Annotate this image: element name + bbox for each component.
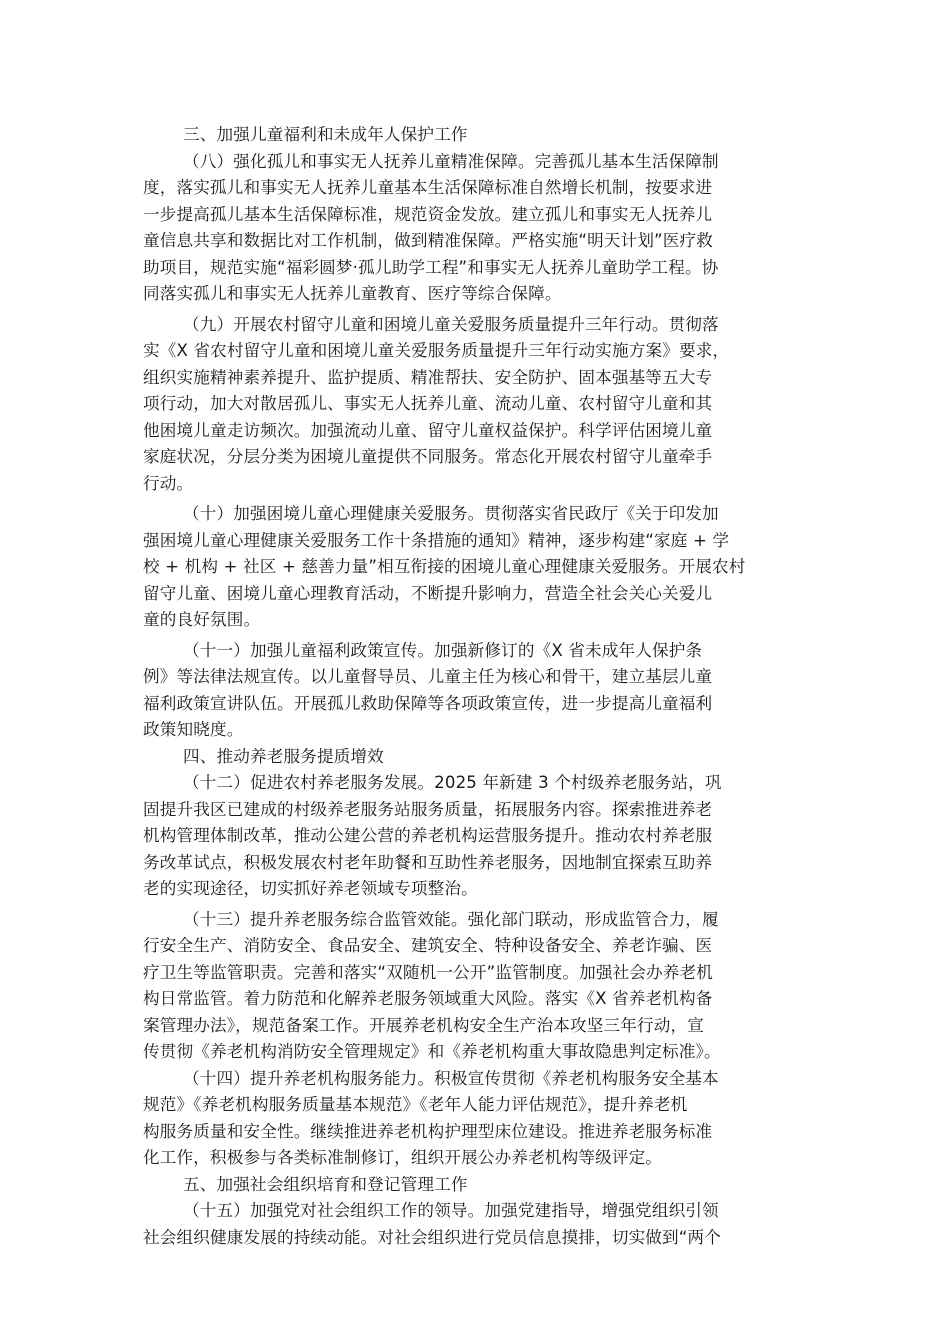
text-line: 行安全生产、消防安全、食品安全、建筑安全、特种设备安全、养老诈骗、医	[143, 936, 713, 955]
text-line: 家庭状况，分层分类为困境儿童提供不同服务。常态化开展农村留守儿童牵手	[143, 447, 713, 466]
text-line: 助项目，规范实施“福彩圆梦·孤儿助学工程”和事实无人抚养儿童助学工程。协	[143, 257, 719, 277]
text-line: 政策知晓度。	[143, 720, 244, 739]
text-line: 实《X 省农村留守儿童和困境儿童关爱服务质量提升三年行动实施方案》要求，	[143, 341, 730, 360]
text-line: 童的良好氛围。	[143, 610, 261, 629]
text-line: 福利政策宣讲队伍。开展孤儿救助保障等各项政策宣传，进一步提高儿童福利	[143, 693, 713, 713]
text-line: 度，落实孤儿和事实无人抚养儿童基本生活保障标准自然增长机制，按要求进	[143, 178, 713, 197]
text-line: 强困境儿童心理健康关爱服务工作十条措施的通知》精神，逐步构建“家庭 + 学	[143, 530, 730, 550]
text-line: 四、推动养老服务提质增效	[183, 746, 384, 766]
text-line: 例》等法律法规宣传。以儿童督导员、儿童主任为核心和骨干，建立基层儿童	[143, 667, 713, 686]
text-line: （九）开展农村留守儿童和困境儿童关爱服务质量提升三年行动。贯彻落	[183, 314, 719, 334]
text-line: 三、加强儿童福利和未成年人保护工作	[183, 125, 468, 144]
text-line: 行动。	[143, 473, 194, 493]
text-line: 务改革试点，积极发展农村老年助餐和互助性养老服务，因地制宜探索互助养	[143, 852, 713, 872]
text-line: 规范》《养老机构服务质量基本规范》《老年人能力评估规范》，提升养老机	[143, 1095, 688, 1114]
text-line: （十）加强困境儿童心理健康关爱服务。贯彻落实省民政厅《关于印发加	[183, 504, 719, 523]
text-line: （八）强化孤儿和事实无人抚养儿童精准保障。完善孤儿基本生活保障制	[183, 151, 719, 171]
text-line: 案管理办法》，规范备案工作。开展养老机构安全生产治本攻坚三年行动，宣	[143, 1015, 704, 1035]
text-line: 老的实现途径，切实抓好养老领域专项整治。	[143, 879, 478, 898]
text-line: 社会组织健康发展的持续动能。对社会组织进行党员信息摸排，切实做到“两个	[143, 1227, 722, 1247]
text-line: 机构管理体制改革，推动公建公营的养老机构运营服务提升。推动农村养老服	[143, 826, 713, 845]
text-line: 同落实孤儿和事实无人抚养儿童教育、医疗等综合保障。	[143, 284, 562, 303]
text-line: （十三）提升养老服务综合监管效能。强化部门联动，形成监管合力，履	[183, 909, 719, 929]
text-line: 项行动，加大对散居孤儿、事实无人抚养儿童、流动儿童、农村留守儿童和其	[143, 394, 713, 413]
text-line: 校 + 机构 + 社区 + 慈善力量”相互衔接的困境儿童心理健康关爱服务。开展农村	[143, 557, 746, 576]
text-line: 疗卫生等监管职责。完善和落实“双随机一公开”监管制度。加强社会办养老机	[143, 962, 714, 982]
text-line: （十一）加强儿童福利政策宣传。加强新修订的《X 省未成年人保护条	[183, 640, 703, 660]
text-line: 构日常监管。着力防范和化解养老服务领域重大风险。落实《X 省养老机构备	[143, 989, 713, 1008]
text-line: 他困境儿童走访频次。加强流动儿童、留守儿童权益保护。科学评估困境儿童	[143, 420, 713, 440]
document-body	[143, 122, 809, 1251]
text-line: 留守儿童、困境儿童心理教育活动，不断提升影响力，营造全社会关心关爱儿	[143, 583, 713, 603]
text-line: （十二）促进农村养老服务发展。2025 年新建 3 个村级养老服务站，巩	[183, 773, 722, 792]
text-line: （十四）提升养老机构服务能力。积极宣传贯彻《养老机构服务安全基本	[183, 1068, 719, 1088]
text-line: 组织实施精神素养提升、监护提质、精准帮扶、安全防护、固本强基等五大专	[143, 367, 713, 387]
text-line: （十五）加强党对社会组织工作的领导。加强党建指导，增强党组织引领	[183, 1201, 719, 1220]
text-line: 传贯彻《养老机构消防安全管理规定》和《养老机构重大事故隐患判定标准》。	[143, 1042, 721, 1061]
text-line: 童信息共享和数据比对工作机制，做到精准保障。严格实施“明天计划”医疗救	[143, 231, 714, 250]
text-line: 一步提高孤儿基本生活保障标准，规范资金发放。建立孤儿和事实无人抚养儿	[143, 204, 713, 224]
text-line: 五、加强社会组织培育和登记管理工作	[183, 1174, 468, 1194]
text-line: 构服务质量和安全性。继续推进养老机构护理型床位建设。推进养老服务标准	[143, 1121, 713, 1141]
text-line: 化工作，积极参与各类标准制修订，组织开展公办养老机构等级评定。	[143, 1148, 663, 1167]
text-line: 固提升我区已建成的村级养老服务站服务质量，拓展服务内容。探索推进养老	[143, 799, 713, 819]
